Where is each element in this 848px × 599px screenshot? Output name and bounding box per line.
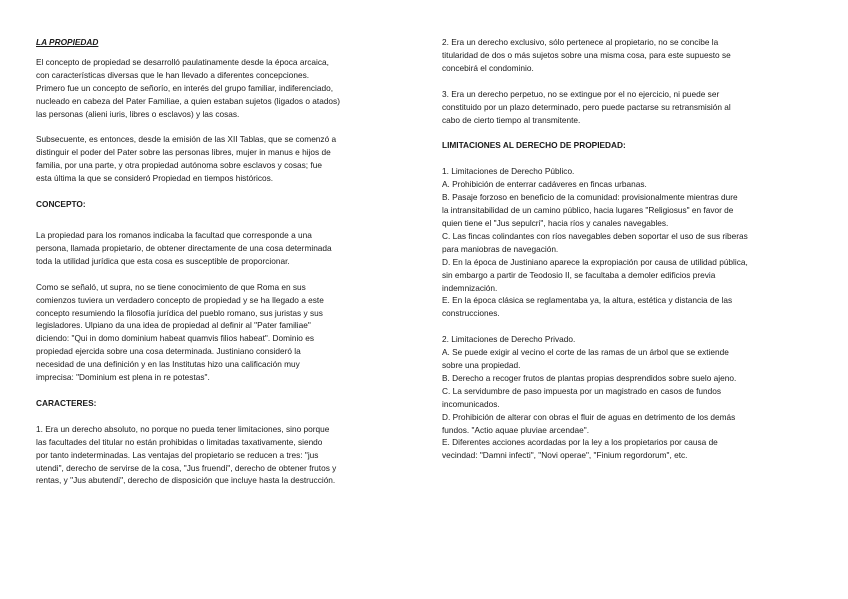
intro-paragraph-2: Subsecuente, es entonces, desde la emisión de las XII Tablas, que se comenzó a distinguir el poder del Pater sobre las personas libres, mujer in manus e hijos de familia, por una parte, y otra propiedad autónoma sobre esclavos y cosas; fue esta última la que se consideró Propiedad en tiempos históricos. [36, 134, 337, 184]
caracteres-heading: CARACTERES: [36, 397, 97, 408]
limitaciones-privado-list: 2. Limitaciones de Derecho Privado. A. Se puede exigir al vecino el corte de las ramas de un árbol que se extiende sobre una propiedad. B. Derecho a recoger frutos de plantas propias desprendidos sobre suelo ajeno. C. La servidumbre de paso impuesta por un magistrado en casos de fundos incomunicados. D. Prohibición de alterar con obras el fluir de aguas en detrimento de los demás fundos. "Actio aquae pluviae arcendae". E. Diferentes acciones acordadas por la ley a los propietarios por causa de vecindad: "Damni infecti", "Novi operae", "Finium regordorum", etc. [442, 334, 737, 461]
caracter-3-paragraph: 3. Era un derecho perpetuo, no se extingue por el no ejercicio, ni puede ser constituido por un plazo determinado, pero puede pactarse su retransmisión al cabo de cierto tiempo al transmitente. [442, 88, 731, 125]
intro-paragraph-1: El concepto de propiedad se desarrolló paulatinamente desde la época arcaica, con características diversas que le han llevado a diferentes concepciones. Primero fue un concepto de señorío, en interés del grupo familiar, indiferenciado, nucleado en cabeza del Pater Familiae, a quien estaban sujetos (ligados o atados) las personas (alieni iuris, libres o esclavos) y las cosas. [36, 56, 340, 119]
concepto-heading: CONCEPTO: [36, 199, 86, 210]
document-title: LA PROPIEDAD [36, 37, 99, 47]
limitaciones-heading: LIMITACIONES AL DERECHO DE PROPIEDAD: [442, 140, 626, 151]
concepto-paragraph-1: La propiedad para los romanos indicaba la facultad que corresponde a una persona, llamada propietario, de obtener directamente de una cosa determinada toda la utilidad jurídica que esta cosa es susceptible de proporcionar. [36, 229, 332, 266]
right-column [442, 36, 814, 462]
limitaciones-publico-list: 1. Limitaciones de Derecho Público. A. Prohibición de enterrar cadáveres en fincas urbanas. B. Pasaje forzoso en beneficio de la comunidad: provisionalmente mientras dure la intransitabilidad de un camino público, hacia lugares "Religiosus" en favor de quien tiene el "Jus sepulcri", hacia ríos y canales navegables. C. Las fincas colindantes con ríos navegables deben soportar el uso de sus riberas para maniobras de navegación. D. En la época de Justiniano aparece la expropiación por causa de utilidad pública, sin embargo a partir de Teodosio II, se facultaba a demoler edificios previa indemnización. E. En la época clásica se reglamentaba ya, la altura, estética y distancia de las construcciones. [442, 166, 748, 319]
left-column [36, 36, 408, 487]
caracter-1-paragraph: 1. Era un derecho absoluto, no porque no pueda tener limitaciones, sino porque las facultades del titular no están prohibidas o limitadas taxativamente, siendo por tanto indeterminadas. Las ventajas del propietario se reducen a tres: "jus utendi", derecho de servirse de la cosa, "Jus fruendi", derecho de obtener frutos y rentas, y "Jus abutendi", derecho de disposición que incluye hasta la destrucción. [36, 423, 337, 486]
caracter-2-paragraph: 2. Era un derecho exclusivo, sólo pertenece al propietario, no se concibe la titularidad de dos o más sujetos sobre una misma cosa, para este supuesto se concebirá el condominio. [442, 37, 731, 73]
concepto-paragraph-2: Como se señaló, ut supra, no se tiene conocimiento de que Roma en sus comienzos tuviera un verdadero concepto de propiedad y se ha llegado a este concepto resumiendo la filosofía jurídica del pueblo romano, sus juristas y sus legisladores. Ulpiano da una idea de propiedad al definir al "Pater familiae" diciendo: "Qui in domo dominium habeat quamvis filios habeat". Dominio es propiedad ejercida sobre una cosa determinada. Justiniano consideró la necesidad de una definición y en las Institutas hizo una calificación muy imprecisa: "Dominium est plena in re potestas". [36, 281, 324, 383]
